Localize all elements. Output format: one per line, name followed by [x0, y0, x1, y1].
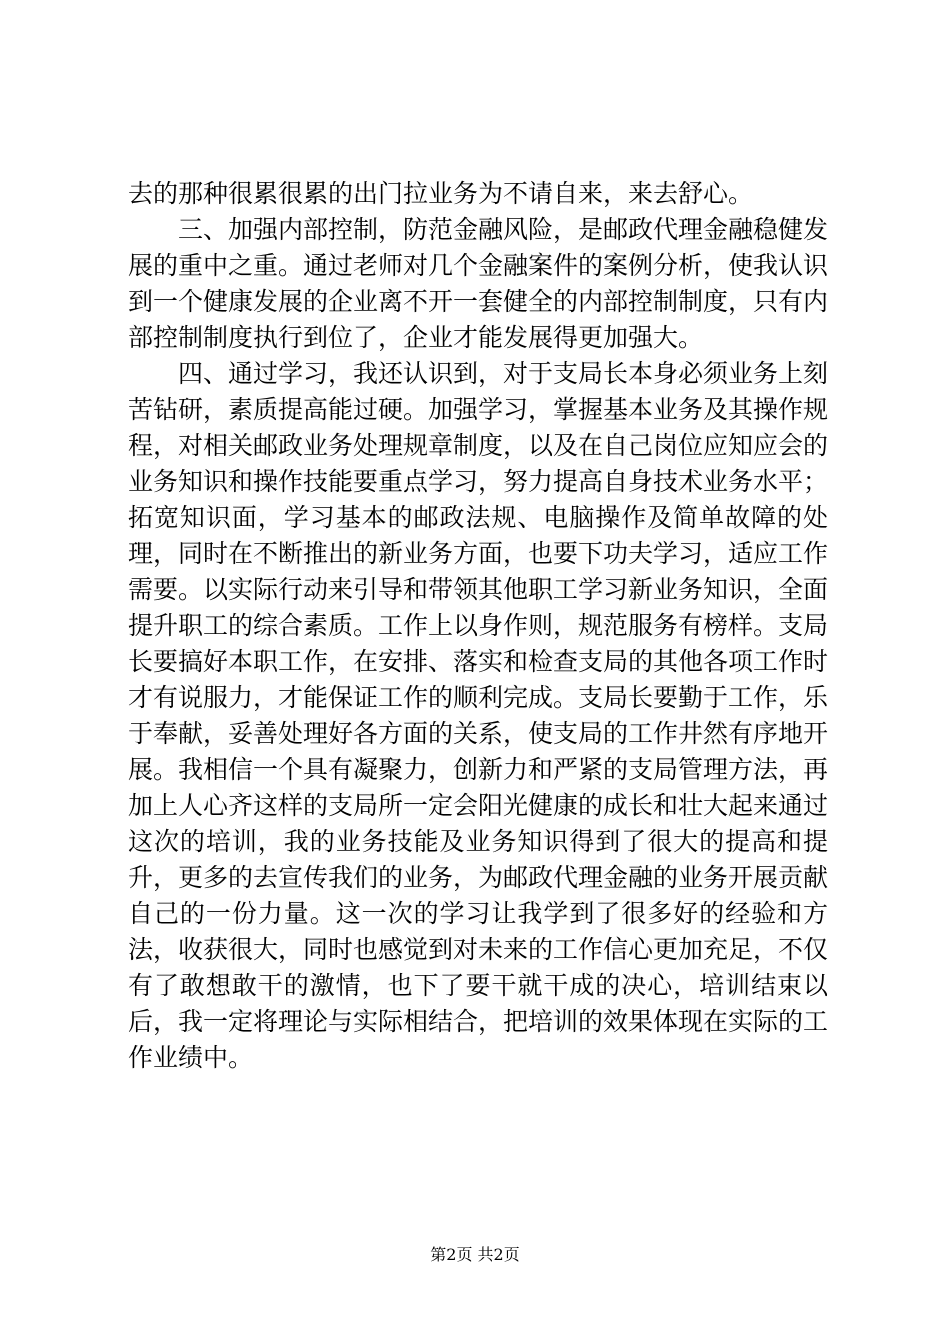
document-body — [128, 176, 828, 1076]
paragraph-learning-summary: 四、通过学习，我还认识到，对于支局长本身必须业务上刻苦钻研，素质提高能过硬。加强学习，掌握基本业务及其操作规程，对相关邮政业务处理规章制度，以及在自己岗位应知应会的业务知识和操作技能要重点学习，努力提高自身技术业务水平；拓宽知识面，学习基本的邮政法规、电脑操作及简单故障的处理，同时在不断推出的新业务方面，也要下功夫学习，适应工作需要。以实际行动来引导和带领其他职工学习新业务知识，全面提升职工的综合素质。工作上以身作则，规范服务有榜样。支局长要搞好本职工作，在安排、落实和检查支局的其他各项工作时才有说服力，才能保证工作的顺利完成。支局长要勤于工作，乐于奉献，妥善处理好各方面的关系，使支局的工作井然有序地开展。我相信一个具有凝聚力，创新力和严紧的支局管理方法，再加上人心齐这样的支局所一定会阳光健康的成长和壮大起来通过这次的培训，我的业务技能及业务知识得到了很大的提高和提升，更多的去宣传我们的业务，为邮政代理金融的业务开展贡献自己的一份力量。这一次的学习让我学到了很多好的经验和方法，收获很大，同时也感觉到对未来的工作信心更加充足，不仅有了敢想敢干的激情，也下了要干就干成的决心，培训结束以后，我一定将理论与实际相结合，把培训的效果体现在实际的工作业绩中。 — [128, 359, 829, 1072]
paragraph-internal-control: 三、加强内部控制，防范金融风险，是邮政代理金融稳健发展的重中之重。通过老师对几个金融案件的案例分析，使我认识到一个健康发展的企业离不开一套健全的内部控制制度，只有内部控制制度执行到位了，企业才能发展得更加强大。 — [128, 215, 829, 352]
page-number-footer: 第2页 共2页 — [430, 1245, 520, 1264]
paragraph-continuation: 去的那种很累很累的出门拉业务为不请自来，来去舒心。 — [128, 179, 754, 208]
